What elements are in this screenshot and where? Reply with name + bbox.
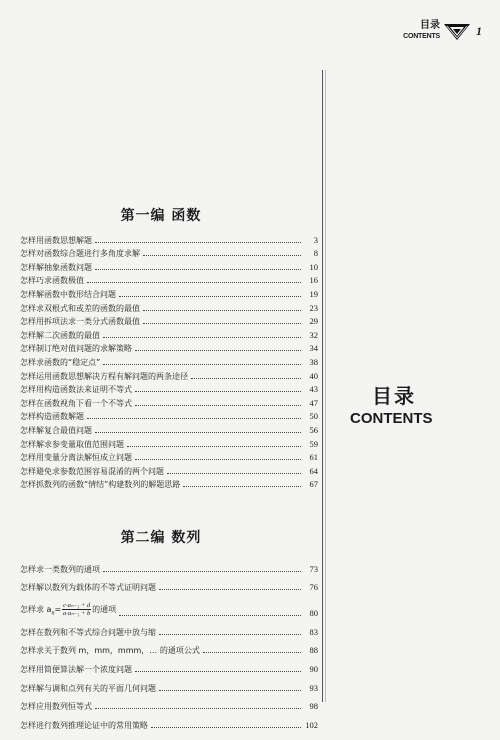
formula-denominator: a·aₙ₋₁ + b xyxy=(62,609,91,617)
toc-entry[interactable] xyxy=(20,314,318,328)
toc-entry-title: 怎样求函数的“稳定点” xyxy=(20,357,101,367)
triangle-logo-icon xyxy=(444,22,470,42)
leader-dots xyxy=(167,473,301,474)
leader-dots xyxy=(135,391,301,392)
toc-entry-title: 怎样制订绝对值问题的求解策略 xyxy=(20,344,132,354)
toc-entry[interactable] xyxy=(20,382,318,396)
toc-entry[interactable] xyxy=(20,273,318,287)
toc-entry-page: 59 xyxy=(309,438,318,449)
toc-entry-title xyxy=(20,602,116,620)
leader-dots xyxy=(159,690,301,691)
toc-entry-title: 怎样巧求函数极值 xyxy=(20,276,84,286)
toc-entry-title: 怎样解二次函数的最值 xyxy=(20,330,100,340)
part1-title: 第一编 函数 xyxy=(120,208,202,224)
toc-entry[interactable] xyxy=(20,232,318,246)
toc-entry-page: 43 xyxy=(309,384,318,395)
toc-entry-page: 23 xyxy=(309,302,318,313)
toc-entry-page: 80 xyxy=(309,608,318,619)
toc-entry[interactable] xyxy=(20,638,318,657)
toc-entry-page: 56 xyxy=(309,424,318,435)
toc-entry-title: 怎样抓数列的函数“情结”构建数列的解题思路 xyxy=(20,480,181,490)
leader-dots xyxy=(127,446,301,447)
leader-dots xyxy=(143,323,301,324)
part2-title: 第二编 数列 xyxy=(120,530,202,546)
leader-dots xyxy=(159,634,301,635)
header-title-en: CONTENTS xyxy=(403,33,440,40)
leader-dots xyxy=(95,269,301,270)
toc-entry-page: 3 xyxy=(313,234,318,245)
toc-entry[interactable] xyxy=(20,409,318,423)
toc-entry-page: 47 xyxy=(309,397,318,408)
toc-entry-title: 怎样解以数列为载体的不等式证明问题 xyxy=(20,583,156,593)
toc-entry-page: 73 xyxy=(309,563,318,574)
toc-entry-title: 怎样应用数列恒等式 xyxy=(20,702,92,712)
leader-dots xyxy=(135,405,301,406)
toc-entry-title: 怎样求一类数列的通项 xyxy=(20,564,100,574)
toc-entry[interactable] xyxy=(20,327,318,341)
toc-entry-page: 38 xyxy=(309,356,318,367)
toc-entry-page: 29 xyxy=(309,316,318,327)
toc-entry-page: 61 xyxy=(309,452,318,463)
leader-dots xyxy=(135,671,301,672)
toc-entry[interactable] xyxy=(20,368,318,382)
toc-part2 xyxy=(20,556,318,731)
toc-entry[interactable] xyxy=(20,436,318,450)
leader-dots xyxy=(191,378,301,379)
vertical-divider xyxy=(322,70,323,702)
toc-entry-title: 怎样运用函数思想解决方程有解问题的两条途径 xyxy=(20,371,188,381)
toc-entry-title: 怎样用简便算法解一个浓度问题 xyxy=(20,664,132,674)
toc-entry-page: 83 xyxy=(309,626,318,637)
toc-entry-title: 怎样用拆项法求一类分式函数最值 xyxy=(20,317,140,327)
header-title-cn: 目录 xyxy=(420,20,440,31)
leader-dots xyxy=(103,571,301,572)
formula-prefix: 怎样求 a xyxy=(20,604,52,614)
leader-dots xyxy=(87,418,301,419)
toc-entry-title: 怎样在函数视角下看一个不等式 xyxy=(20,398,132,408)
toc-entry-page: 98 xyxy=(309,701,318,712)
leader-dots xyxy=(119,296,301,297)
toc-entry-title: 怎样用构造函数法来证明不等式 xyxy=(20,385,132,395)
toc-entry[interactable] xyxy=(20,712,318,731)
header-text xyxy=(403,20,440,41)
toc-entry-formula[interactable] xyxy=(20,593,318,619)
toc-entry-title: 怎样用变量分离法解恒成立问题 xyxy=(20,453,132,463)
toc-entry-title: 怎样在数列和不等式综合问题中放与缩 xyxy=(20,627,156,637)
toc-entry-page: 93 xyxy=(309,682,318,693)
toc-entry-title: 怎样解抽象函数问题 xyxy=(20,262,92,272)
leader-dots xyxy=(143,310,301,311)
toc-entry-title: 怎样求双根式和或差的函数的最值 xyxy=(20,303,140,313)
toc-entry[interactable] xyxy=(20,300,318,314)
toc-entry[interactable] xyxy=(20,675,318,694)
toc-entry-page: 76 xyxy=(309,582,318,593)
toc-entry[interactable] xyxy=(20,556,318,575)
leader-dots xyxy=(103,364,301,365)
toc-entry[interactable] xyxy=(20,575,318,594)
toc-entry-page: 90 xyxy=(309,663,318,674)
toc-entry[interactable] xyxy=(20,656,318,675)
leader-dots xyxy=(135,459,301,460)
toc-entry-title: 怎样解与调和点列有关的平面几何问题 xyxy=(20,683,156,693)
leader-dots xyxy=(87,282,301,283)
toc-entry[interactable] xyxy=(20,354,318,368)
leader-dots xyxy=(103,337,301,338)
toc-entry-page: 16 xyxy=(309,275,318,286)
leader-dots xyxy=(119,615,301,616)
toc-entry[interactable] xyxy=(20,246,318,260)
toc-entry[interactable] xyxy=(20,286,318,300)
toc-entry-title: 怎样解函数中数形结合问题 xyxy=(20,289,116,299)
side-title-cn: 目录 xyxy=(372,384,416,408)
toc-entry-title: 怎样求关于数列 m，mm，mmm，… 的通项公式 xyxy=(20,646,200,656)
toc-entry-page: 19 xyxy=(309,288,318,299)
formula-subscript: n xyxy=(51,610,55,617)
toc-entry-page: 88 xyxy=(309,645,318,656)
leader-dots xyxy=(183,486,301,487)
leader-dots xyxy=(159,589,301,590)
leader-dots xyxy=(95,708,301,709)
toc-entry-title: 怎样避免求参数范围容易混淆的两个问题 xyxy=(20,466,164,476)
toc-entry-page: 40 xyxy=(309,370,318,381)
page-header xyxy=(403,20,482,42)
formula-suffix: 的通项 xyxy=(92,604,117,614)
toc-entry-title: 怎样解复合最值问题 xyxy=(20,425,92,435)
toc-entry-title: 怎样构造函数解题 xyxy=(20,412,84,422)
toc-entry[interactable] xyxy=(20,259,318,273)
toc-entry[interactable] xyxy=(20,395,318,409)
toc-entry-title: 怎样进行数列推理论证中的常用策略 xyxy=(20,720,148,730)
leader-dots xyxy=(135,350,301,351)
toc-entry-page: 34 xyxy=(309,343,318,354)
leader-dots xyxy=(143,255,301,256)
toc-entry-page: 64 xyxy=(309,465,318,476)
page-number: 1 xyxy=(476,24,482,38)
toc-entry[interactable] xyxy=(20,694,318,713)
toc-entry[interactable] xyxy=(20,422,318,436)
toc-entry[interactable] xyxy=(20,450,318,464)
formula-fraction xyxy=(62,602,91,617)
toc-entry-title: 怎样用函数思想解题 xyxy=(20,235,92,245)
leader-dots xyxy=(151,727,301,728)
toc-entry-page: 67 xyxy=(309,479,318,490)
toc-entry[interactable] xyxy=(20,341,318,355)
toc-entry-page: 102 xyxy=(305,719,318,730)
leader-dots xyxy=(95,242,301,243)
vertical-divider-shadow xyxy=(325,70,326,702)
toc-entry-title: 怎样对函数综合题进行多角度求解 xyxy=(20,249,140,259)
leader-dots xyxy=(203,652,301,653)
formula-numerator: c·aₙ₋₁ + d xyxy=(63,601,91,609)
toc-entry-page: 10 xyxy=(309,261,318,272)
toc-entry[interactable] xyxy=(20,477,318,491)
toc-entry[interactable] xyxy=(20,619,318,638)
toc-entry-title: 怎样解求参变量取值范围问题 xyxy=(20,439,124,449)
leader-dots xyxy=(95,432,301,433)
toc-part1 xyxy=(20,232,318,490)
formula-equals: = xyxy=(54,604,62,614)
side-title-en: CONTENTS xyxy=(350,410,433,427)
toc-entry-page: 50 xyxy=(309,411,318,422)
toc-entry[interactable] xyxy=(20,463,318,477)
toc-entry-page: 32 xyxy=(309,329,318,340)
toc-entry-page: 8 xyxy=(313,248,318,259)
